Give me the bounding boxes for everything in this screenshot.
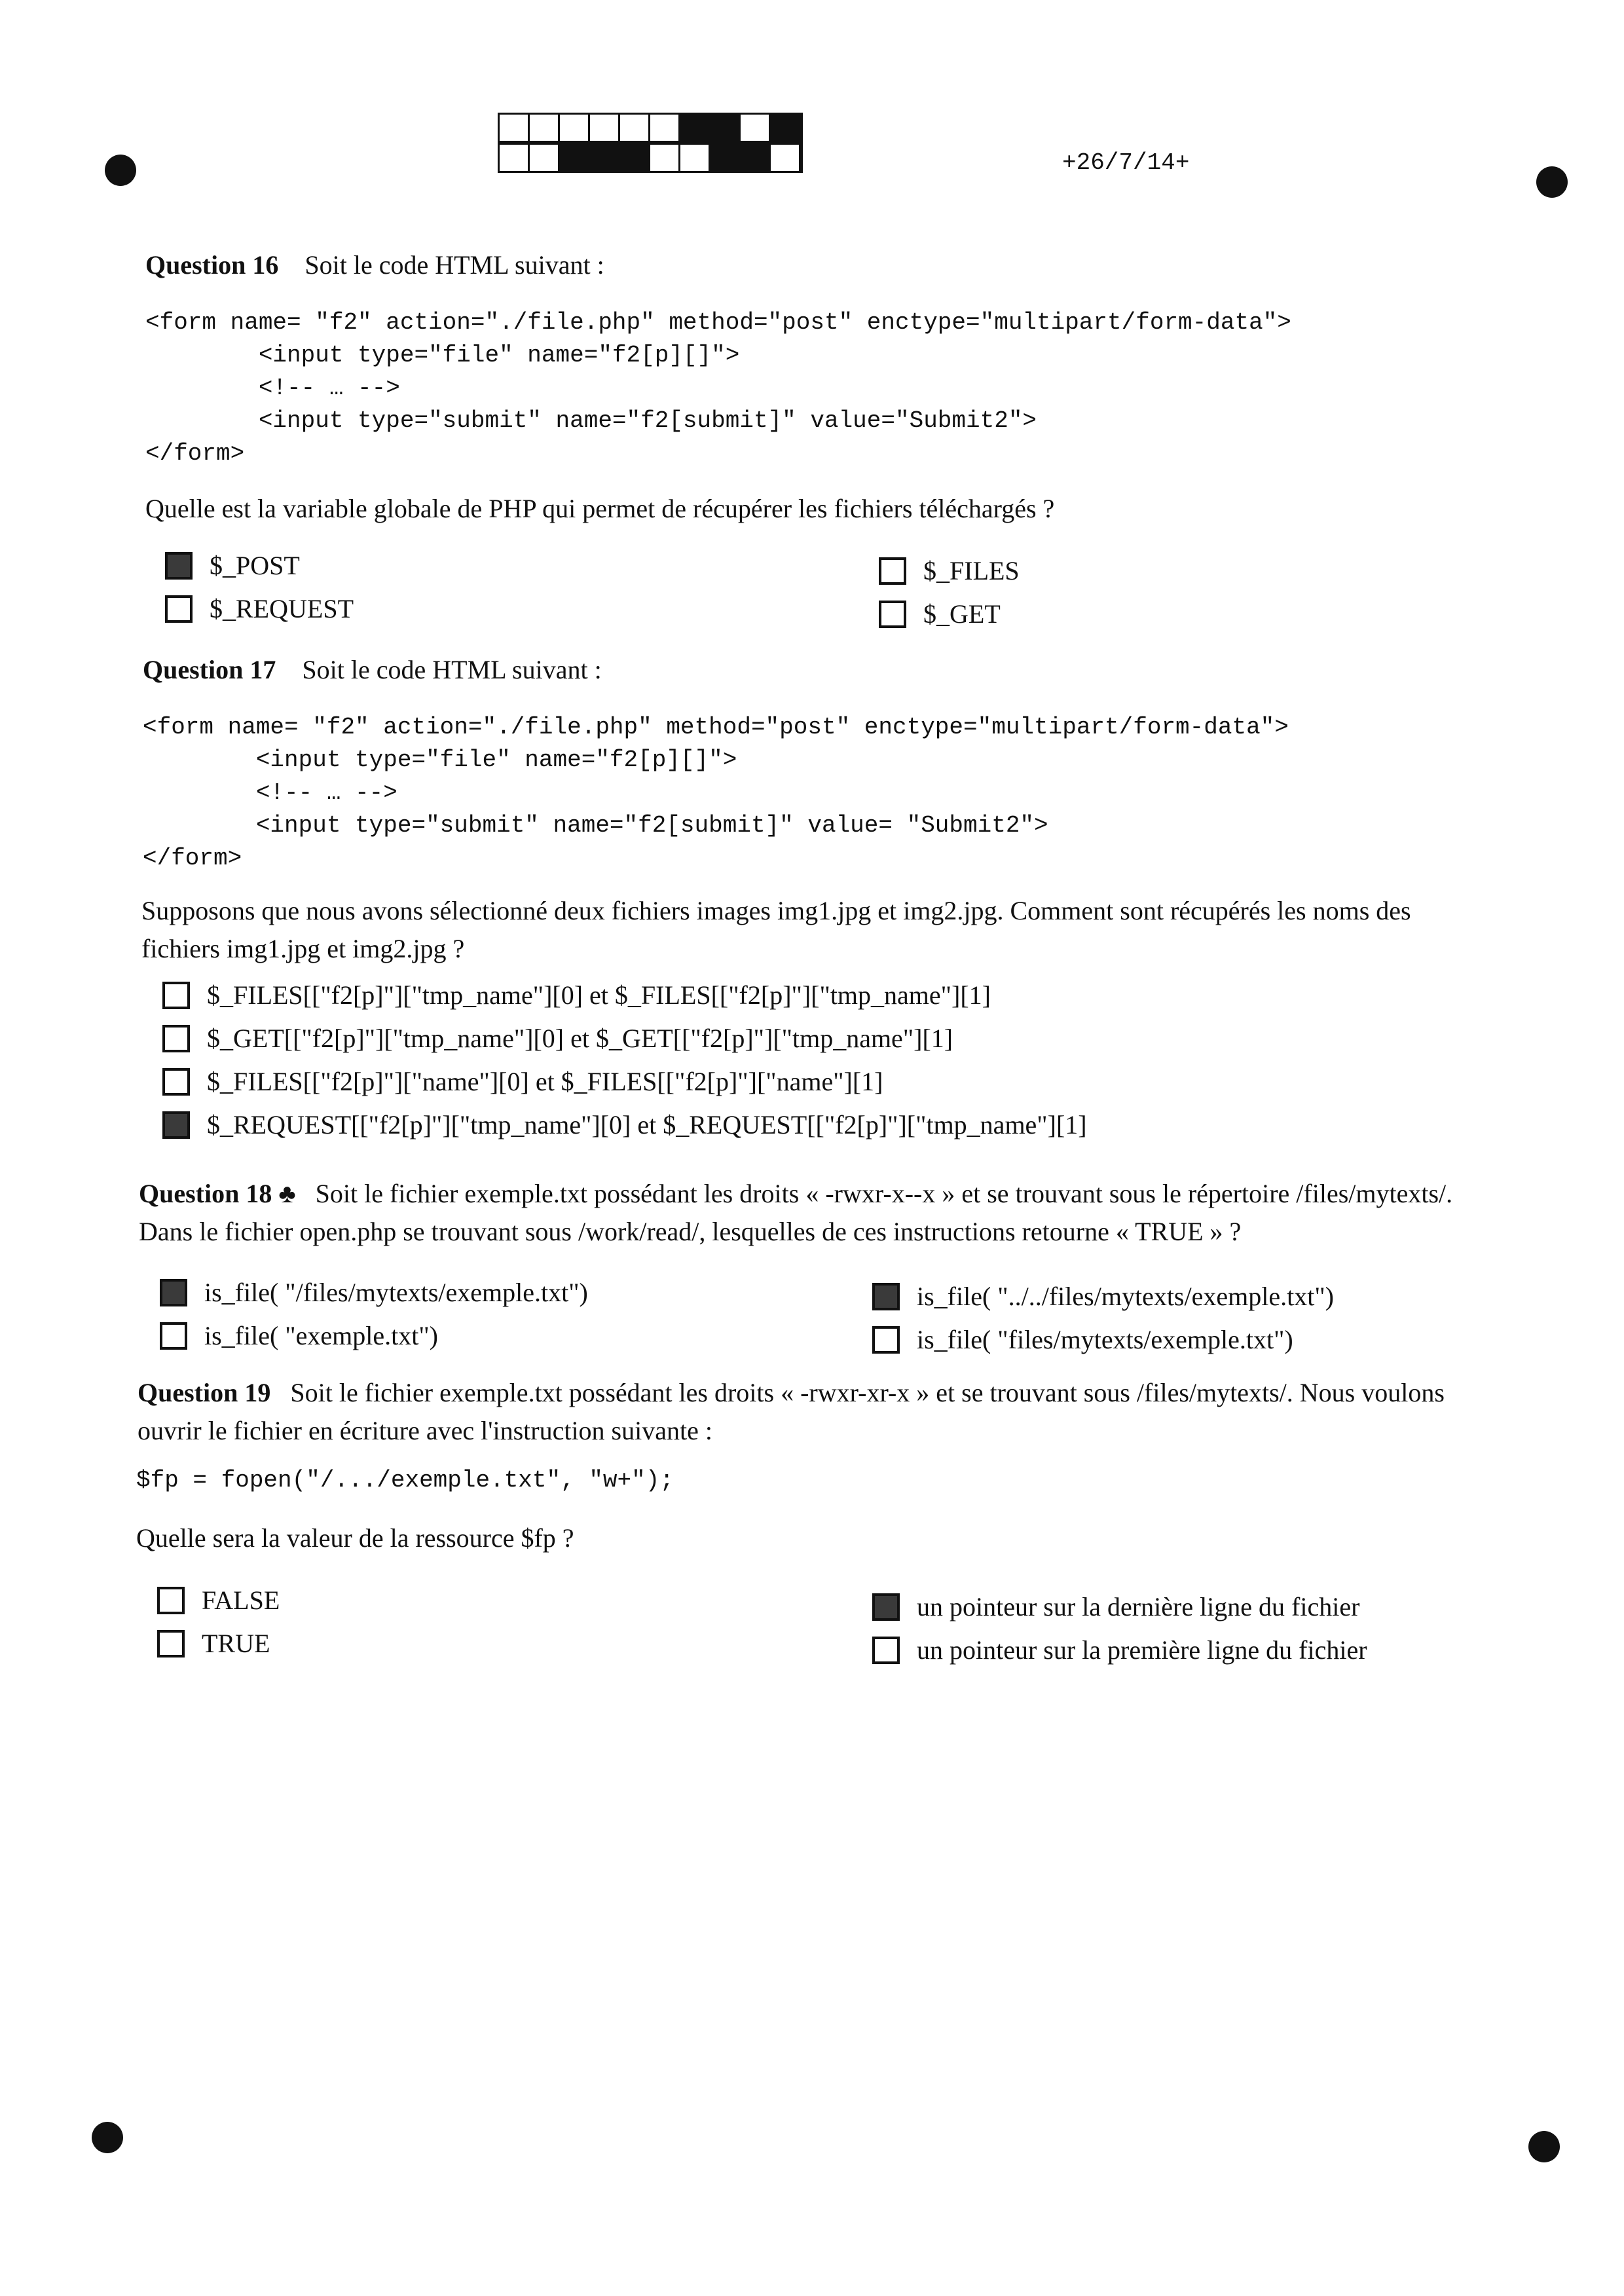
checkbox[interactable] <box>157 1587 185 1614</box>
code-line: <input type="file" name="f2[p][]"> <box>145 342 740 369</box>
answer-option[interactable] <box>872 1324 1293 1355</box>
answer-label: is_file( "../../files/mytexts/exemple.txt") <box>917 1282 1334 1311</box>
answer-option[interactable] <box>872 1635 1367 1665</box>
page-id: +26/7/14+ <box>1062 149 1190 176</box>
answer-option[interactable] <box>162 980 991 1010</box>
answer-option[interactable] <box>879 599 1001 629</box>
code-line: <!-- … --> <box>143 779 397 806</box>
question-19-code: $fp = fopen("/.../exemple.txt", "w+"); <box>136 1467 674 1494</box>
answer-label: $_POST <box>210 551 300 580</box>
checkbox-checked[interactable] <box>872 1593 900 1621</box>
checkbox[interactable] <box>162 1068 190 1096</box>
code-line: <input type="submit" name="f2[submit]" value= "Submit2"> <box>143 812 1048 839</box>
code-line: <!-- … --> <box>145 375 400 401</box>
answer-option[interactable] <box>160 1277 588 1308</box>
question-intro: Soit le fichier exemple.txt possédant les droits « -rwxr-xr-x » et se trouvant sous /files/mytexts/. Nous voulons <box>290 1378 1445 1407</box>
answer-label: TRUE <box>202 1629 270 1658</box>
question-16-prompt: Quelle est la variable globale de PHP qui permet de récupérer les fichiers téléchargés ? <box>145 494 1055 523</box>
answer-option[interactable] <box>879 555 1020 586</box>
code-line: </form> <box>145 440 245 467</box>
answer-option[interactable] <box>162 1023 953 1054</box>
question-17-header <box>143 651 602 689</box>
question-title: Question 18 ♣ <box>139 1179 296 1208</box>
answer-label: FALSE <box>202 1585 280 1615</box>
corner-mark-top-left <box>105 155 136 186</box>
code-line: <input type="file" name="f2[p][]"> <box>143 747 737 773</box>
answer-option[interactable] <box>157 1628 270 1659</box>
answer-label: $_FILES[["f2[p]"]["tmp_name"][0] et $_FILES[["f2[p]"]["tmp_name"][1] <box>207 980 991 1010</box>
checkbox[interactable] <box>160 1322 187 1350</box>
answer-label: $_FILES[["f2[p]"]["name"][0] et $_FILES[["f2[p]"]["name"][1] <box>207 1067 883 1096</box>
answer-option[interactable] <box>157 1585 280 1616</box>
prompt-line: fichiers img1.jpg et img2.jpg ? <box>141 934 465 963</box>
prompt-line: Supposons que nous avons sélectionné deux fichiers images img1.jpg et img2.jpg. Comment sont récupérés les noms des <box>141 896 1411 925</box>
answer-option[interactable] <box>162 1066 883 1097</box>
checkbox[interactable] <box>879 557 906 585</box>
intro-line <box>139 1175 1452 1213</box>
question-16-code <box>145 306 1291 470</box>
page-barcode-row2 <box>498 143 803 173</box>
corner-mark-bottom-left <box>92 2122 123 2153</box>
code-line: <form name= "f2" action="./file.php" method="post" enctype="multipart/form-data"> <box>143 714 1289 741</box>
answer-label: $_REQUEST[["f2[p]"]["tmp_name"][0] et $_REQUEST[["f2[p]"]["tmp_name"][1] <box>207 1110 1087 1139</box>
intro-line: Dans le fichier open.php se trouvant sous /work/read/, lesquelles de ces instructions retourne « TRUE » ? <box>139 1217 1242 1246</box>
question-intro: Soit le code HTML suivant : <box>302 655 602 684</box>
checkbox-checked[interactable] <box>872 1283 900 1310</box>
checkbox[interactable] <box>162 982 190 1009</box>
answer-label: $_GET[["f2[p]"]["tmp_name"][0] et $_GET[["f2[p]"]["tmp_name"][1] <box>207 1024 953 1053</box>
answer-option[interactable] <box>872 1281 1334 1312</box>
checkbox[interactable] <box>162 1025 190 1052</box>
corner-mark-top-right <box>1536 166 1568 198</box>
question-intro: Soit le code HTML suivant : <box>304 250 604 280</box>
question-title: Question 17 <box>143 655 276 684</box>
answer-option[interactable] <box>872 1591 1359 1622</box>
answer-option[interactable] <box>165 593 354 624</box>
answer-label: $_REQUEST <box>210 594 354 623</box>
intro-line <box>138 1374 1445 1412</box>
checkbox[interactable] <box>872 1637 900 1664</box>
question-19-prompt: Quelle sera la valeur de la ressource $fp ? <box>136 1523 574 1553</box>
code-line: <form name= "f2" action="./file.php" method="post" enctype="multipart/form-data"> <box>145 309 1291 336</box>
question-17-prompt <box>141 892 1411 968</box>
answer-label: un pointeur sur la première ligne du fichier <box>917 1635 1367 1665</box>
intro-line: ouvrir le fichier en écriture avec l'instruction suivante : <box>138 1416 712 1445</box>
question-16-header <box>145 246 604 284</box>
question-intro: Soit le fichier exemple.txt possédant les droits « -rwxr-x--x » et se trouvant sous le répertoire /files/mytexts/. <box>315 1179 1453 1208</box>
question-title: Question 19 <box>138 1378 271 1407</box>
checkbox-checked[interactable] <box>162 1111 190 1139</box>
checkbox[interactable] <box>157 1630 185 1657</box>
checkbox[interactable] <box>879 601 906 628</box>
answer-option[interactable] <box>165 550 300 581</box>
answer-label: is_file( "/files/mytexts/exemple.txt") <box>204 1278 588 1307</box>
checkbox[interactable] <box>165 595 193 623</box>
checkbox-checked[interactable] <box>160 1279 187 1306</box>
answer-label: is_file( "exemple.txt") <box>204 1321 438 1350</box>
question-17-code <box>143 711 1289 875</box>
question-title: Question 16 <box>145 250 279 280</box>
answer-label: un pointeur sur la dernière ligne du fichier <box>917 1592 1360 1621</box>
checkbox-checked[interactable] <box>165 552 193 580</box>
corner-mark-bottom-right <box>1528 2131 1560 2162</box>
answer-label: $_FILES <box>923 556 1020 585</box>
answer-option[interactable] <box>160 1320 438 1351</box>
checkbox[interactable] <box>872 1326 900 1354</box>
question-19-intro <box>138 1374 1445 1450</box>
question-18-intro <box>139 1175 1452 1251</box>
answer-label: $_GET <box>923 599 1001 629</box>
page-barcode-row1 <box>498 113 803 143</box>
code-line: <input type="submit" name="f2[submit]" value="Submit2"> <box>145 407 1037 434</box>
answer-label: is_file( "files/mytexts/exemple.txt") <box>917 1325 1293 1354</box>
code-line: </form> <box>143 845 242 872</box>
answer-option[interactable] <box>162 1109 1087 1140</box>
